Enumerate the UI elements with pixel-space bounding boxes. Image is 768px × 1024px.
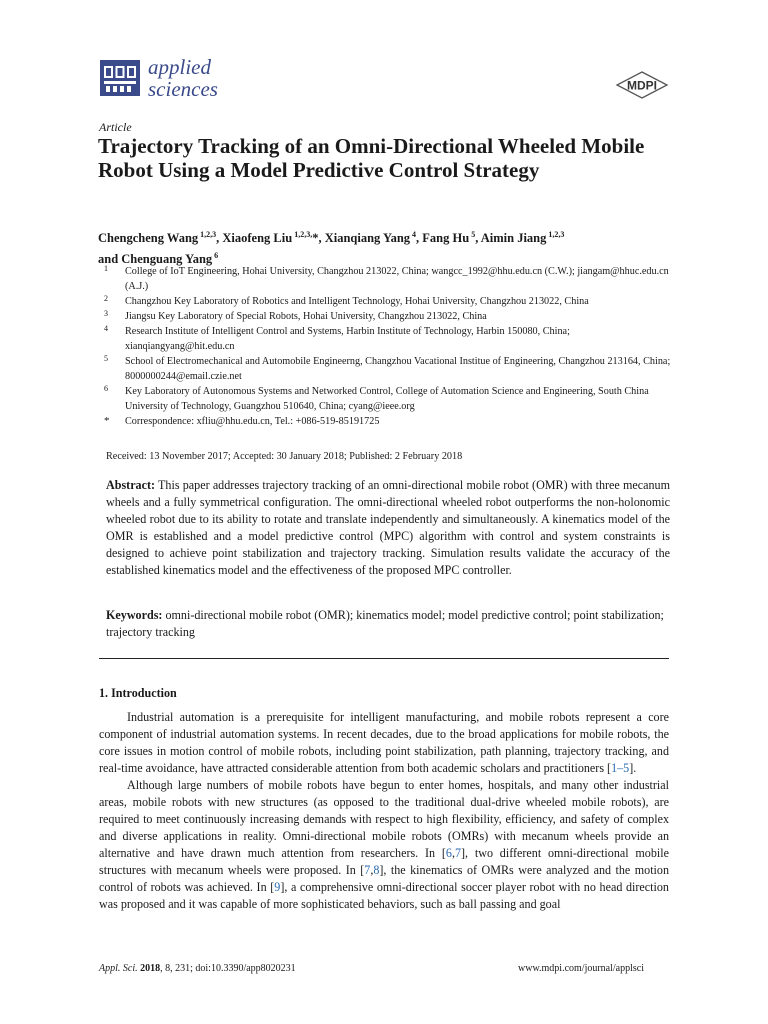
affiliation-text: Jiangsu Key Laboratory of Special Robots, Hohai University, Changzhou 213022, China (125, 311, 487, 322)
affiliation-number: 6 (104, 384, 108, 393)
citation-link[interactable]: 8 (373, 863, 380, 877)
citation-link[interactable]: 1–5 (611, 761, 630, 775)
footer-citation-rest: , 8, 231; doi:10.3390/app8020231 (160, 963, 296, 974)
affiliation-number: 4 (104, 324, 108, 333)
publication-dates: Received: 13 November 2017; Accepted: 30 January 2018; Published: 2 February 2018 (106, 451, 463, 462)
paragraph (99, 709, 669, 777)
author-name: Chengcheng Wang (98, 231, 199, 246)
author-affiliation-marker: 6 (212, 251, 219, 261)
mdpi-logo-icon (614, 70, 670, 100)
journal-name (148, 56, 218, 100)
affiliation-item (99, 294, 679, 309)
affiliation-number: 3 (104, 309, 108, 318)
author-affiliation-marker: 4 (410, 230, 417, 239)
introduction-body (99, 709, 669, 913)
paragraph-text: Although large numbers of mobile robots have begun to enter homes, hospitals, and many other industrial areas, mobile robots with new structures (as opposed to the traditional dual-drive wheeled mobile robots), are required to meet continuously increasing demands with respect to high flexibility, efficiency, and safety of complex and diverse applications in reality. Omni-directional mobile robots (OMRs) with mecanum wheels provide an alternative and have drawn much attention from researchers. In [ (99, 778, 669, 860)
paragraph-text: Industrial automation is a prerequisite for intelligent manufacturing, and mobile robots represent a core component of industrial automation systems. In recent decades, due to the broad applications for mobile robots, the core issues in motion control of mobile robots, including point stabilization, path planning, trajectory tracking, and real-time avoidance, have attracted considerable attention from both academic scholars and practitioners [ (99, 710, 669, 775)
section-divider (99, 658, 669, 659)
citation-link[interactable]: 7 (454, 846, 462, 860)
footer-journal: Appl. Sci. (99, 963, 138, 974)
mdpi-logo (614, 70, 670, 100)
affiliation-item (99, 414, 679, 429)
affiliation-number: 5 (104, 354, 108, 363)
author-name: Aimin Jiang (480, 231, 547, 246)
citation-link[interactable]: 6 (445, 846, 452, 860)
author-affiliation-marker: 1,2,3, (292, 230, 313, 239)
affiliation-number: 1 (104, 264, 108, 273)
citation-link[interactable]: 7 (364, 863, 371, 877)
mdpi-logo-text: MDPI (627, 78, 657, 93)
paragraph-text: , (370, 863, 374, 877)
paragraph-text: ], a comprehensive omni-directional soccer player robot with no head direction was proposed and it was capable of more sophisticated behaviors, such as ball passing and goal (99, 880, 669, 911)
author-separator: , (318, 231, 325, 246)
author-separator: , (416, 231, 423, 246)
citation-link[interactable]: 9 (274, 880, 281, 894)
keywords (106, 607, 670, 641)
affiliation-item (99, 354, 679, 384)
section-heading: 1. Introduction (99, 686, 177, 700)
affiliation-item (99, 384, 679, 414)
footer-year: 2018 (140, 963, 161, 974)
affiliation-item (99, 264, 679, 294)
paragraph-text: , (451, 846, 455, 860)
author-affiliation-marker: 5 (469, 230, 476, 239)
keywords-text: omni-directional mobile robot (OMR); kinematics model; model predictive control; point stabilization; trajectory tracking (106, 608, 664, 639)
paragraph-text: ]. (629, 761, 637, 775)
affiliation-text: School of Electromechanical and Automobile Engineerng, Changzhou Vacational Institue of Engineering, Changzhou 213164, China; 8000000244@email.czie.net (125, 356, 671, 382)
affiliation-item (99, 324, 679, 354)
abstract-text: This paper addresses trajectory tracking of an omni-directional mobile robot (OMR) with three mecanum wheels and a fully symmetrical configuration. The omni-directional wheeled robot outperforms the non-holonomic wheeled robot due to its ability to rotate and translate independently and simultaneously. A kinematics model of the OMR is established and a model predictive control (MPC) algorithm with control and system constraints is designed to achieve point stabilization and trajectory tracking. Simulation results validate the accuracy of the established kinematics model and the effectiveness of the proposed MPC controller. (106, 478, 670, 577)
affiliation-number: 2 (104, 294, 108, 303)
footer-url[interactable]: www.mdpi.com/journal/applsci (518, 963, 644, 974)
keywords-label: Keywords: (106, 608, 163, 622)
author-separator: , (216, 231, 223, 246)
author-name: Chenguang Yang (121, 252, 213, 267)
affiliation-text: Research Institute of Intelligent Control and Systems, Harbin Institute of Technology, Harbin 150080, China; xianqiangyang@hit.edu.cn (125, 326, 570, 352)
affiliation-list (99, 264, 679, 429)
corresponding-author-marker: * (312, 231, 319, 246)
author-list (98, 226, 668, 268)
author-separator: and (98, 252, 122, 267)
affiliation-text: Changzhou Key Laboratory of Robotics and Intelligent Technology, Hohai University, Changzhou 213022, China (125, 296, 589, 307)
affiliation-text: Correspondence: xfliu@hhu.edu.cn, Tel.: +086-519-85191725 (125, 416, 380, 427)
author-affiliation-marker: 1,2,3 (198, 230, 217, 239)
journal-name-line2: sciences (148, 77, 218, 101)
affiliation-number: * (104, 415, 110, 427)
journal-name-line1: applied (148, 55, 211, 79)
affiliation-item (99, 309, 679, 324)
article-type: Article (99, 120, 132, 134)
author-name: Xiaofeng Liu (222, 231, 293, 246)
paragraph-text: ], the kinematics of OMRs were analyzed and the motion control of robots was achieved. In [ (99, 863, 670, 894)
author-name: Fang Hu (422, 231, 470, 246)
abstract-label: Abstract: (106, 478, 156, 492)
author-name: Xianqiang Yang (324, 231, 411, 246)
affiliation-text: College of IoT Engineering, Hohai University, Changzhou 213022, China; wangcc_1992@hhu.edu.cn (C.W.); jiangam@hhuc.edu.cn (A.J.) (125, 266, 669, 292)
abstract (106, 477, 670, 579)
author-affiliation-marker: 1,2,3 (546, 230, 565, 239)
paragraph-text: ], two different omni-directional mobile structures with mecanum wheels were proposed. In [ (99, 846, 669, 877)
affiliation-text: Key Laboratory of Autonomous Systems and Networked Control, College of Automation Science and Engineering, South China University of Technology, Guangzhou 510640, China; cyang@ieee.org (125, 386, 649, 412)
author-separator: , (475, 231, 481, 246)
journal-logo-icon (100, 60, 140, 96)
paragraph (99, 777, 669, 913)
footer-citation (99, 963, 296, 974)
article-title: Trajectory Tracking of an Omni-Directional Wheeled Mobile Robot Using a Model Predictive Control Strategy (98, 134, 645, 182)
